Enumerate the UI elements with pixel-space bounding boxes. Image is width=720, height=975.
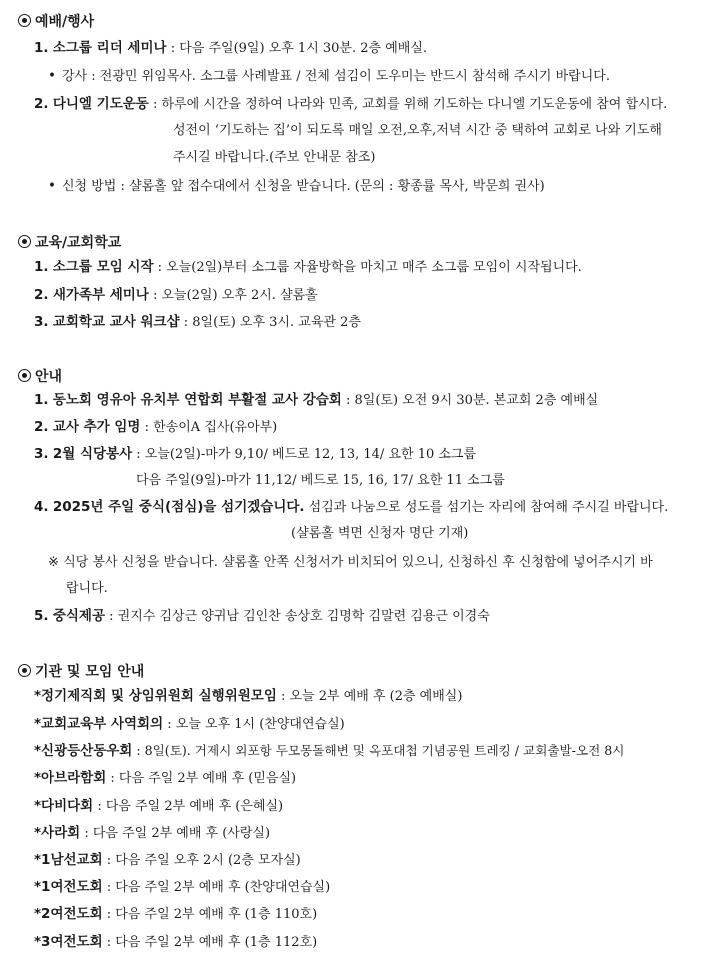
- org-item: *아브라함회 : 다음 주일 2부 예배 후 (믿음실): [34, 770, 297, 786]
- item-label: 중식제공: [52, 608, 105, 624]
- org-item: *신광등산동우회 : 8일(토). 거제시 외포항 두모몽돌해변 및 옥포대첩 기념공원 트레킹 / 교회출발-오전 8시: [34, 743, 625, 759]
- list-item: 3. 교회학교 교사 워크샵 : 8일(토) 오후 3시. 교육관 2층: [34, 314, 361, 330]
- list-item: 3. 2월 식당봉사 : 오늘(2일)-마가 9,10/ 베드로 12, 13, 14/ 요한 10 소그룹: [34, 446, 477, 462]
- circle-dot-icon: [18, 369, 31, 382]
- circle-dot-icon: [18, 14, 31, 27]
- circle-dot-icon: [18, 235, 31, 248]
- item-label: 소그룹 리더 세미나: [52, 40, 167, 56]
- list-item: 1. 소그룹 모임 시작 : 오늘(2일)부터 소그룹 자율방학을 마치고 매주 소그룹 모임이 시작됩니다.: [34, 259, 582, 275]
- item-label: 소그룹 모임 시작: [52, 259, 154, 275]
- section-title-notice: 안내: [18, 366, 62, 386]
- list-item: 4. 2025년 주일 중식(점심)을 섬기겠습니다. 섬김과 나눔으로 성도를 섬기는 자리에 참여해 주시길 바랍니다.: [34, 499, 669, 515]
- list-item: 2. 다니엘 기도운동 : 하루에 시간을 정하여 나라와 민족, 교회를 위해 기도하는 다니엘 기도운동에 참여 합시다.: [34, 96, 668, 112]
- list-item: 2. 교사 추가 임명 : 한송이A 집사(유아부): [34, 419, 278, 435]
- org-item: *사라회 : 다음 주일 2부 예배 후 (사랑실): [34, 825, 271, 841]
- org-item: *1남선교회 : 다음 주일 오후 2시 (2층 모자실): [34, 852, 301, 868]
- org-item: *3여전도회 : 다음 주일 2부 예배 후 (1층 112호): [34, 934, 318, 950]
- list-item: 1. 동노회 영유아 유치부 연합회 부활절 교사 강습회 : 8일(토) 오전 9시 30분. 본교회 2층 예배실: [34, 392, 599, 408]
- list-item: • 신청 방법 : 샬롬홀 앞 접수대에서 신청을 받습니다. (문의 : 황종률 목사, 박문희 권사): [48, 178, 545, 194]
- continuation-line: 성전이 ‘기도하는 집’이 되도록 매일 오전,오후,저녁 시간 중 택하여 교회로 나와 기도해: [173, 123, 662, 138]
- item-label: 새가족부 세미나: [52, 287, 149, 303]
- org-item: *다비다회 : 다음 주일 2부 예배 후 (은혜실): [34, 798, 284, 814]
- continuation-line: 다음 주일(9일)-마가 11,12/ 베드로 15, 16, 17/ 요한 11 소그룹: [136, 473, 505, 488]
- list-item: 1. 소그룹 리더 세미나 : 다음 주일(9일) 오후 1시 30분. 2층 예배실.: [34, 40, 428, 56]
- org-item: *2여전도회 : 다음 주일 2부 예배 후 (1층 110호): [34, 906, 318, 922]
- list-item: • 강사 : 전광민 위임목사. 소그룹 사례발표 / 전체 섬김이 도우미는 반드시 참석해 주시기 바랍니다.: [48, 68, 610, 84]
- org-item: *교회교육부 사역회의 : 오늘 오후 1시 (찬양대연습실): [34, 716, 345, 732]
- circle-dot-icon: [18, 664, 31, 677]
- list-item: 2. 새가족부 세미나 : 오늘(2일) 오후 2시. 샬롬홀: [34, 287, 318, 303]
- org-item: *정기제직회 및 상임위원회 실행위원모임 : 오늘 2부 예배 후 (2층 예배실): [34, 688, 463, 704]
- item-label: 동노회 영유아 유치부 연합회 부활절 교사 강습회: [52, 392, 342, 408]
- section-title-worship: 예배/행사: [18, 11, 94, 31]
- item-label: 교사 추가 임명: [52, 419, 141, 435]
- note-line: ※ 식당 봉사 신청을 받습니다. 샬롬홀 안쪽 신청서가 비치되어 있으니, 신청하신 후 신청함에 넣어주시기 바: [48, 555, 653, 570]
- section-title-education: 교육/교회학교: [18, 232, 121, 252]
- section-title-organizations: 기관 및 모임 안내: [18, 661, 144, 681]
- continuation-line: 주시길 바랍니다.(주보 안내문 참조): [173, 150, 376, 165]
- list-item: 5. 중식제공 : 권지수 김상근 양귀남 김인찬 송상호 김명학 김말련 김용근 이경숙: [34, 608, 490, 624]
- continuation-line: 랍니다.: [66, 581, 108, 596]
- item-label: 다니엘 기도운동: [52, 96, 149, 112]
- org-item: *1여전도회 : 다음 주일 2부 예배 후 (찬양대연습실): [34, 879, 331, 895]
- item-label: 교회학교 교사 워크샵: [52, 314, 180, 330]
- item-label: 2월 식당봉사: [52, 446, 133, 462]
- note-mark: ※: [48, 555, 59, 570]
- item-label: 2025년 주일 중식(점심)을 섬기겠습니다.: [52, 499, 305, 515]
- continuation-line: (샬롬홀 벽면 신청자 명단 기재): [291, 526, 469, 541]
